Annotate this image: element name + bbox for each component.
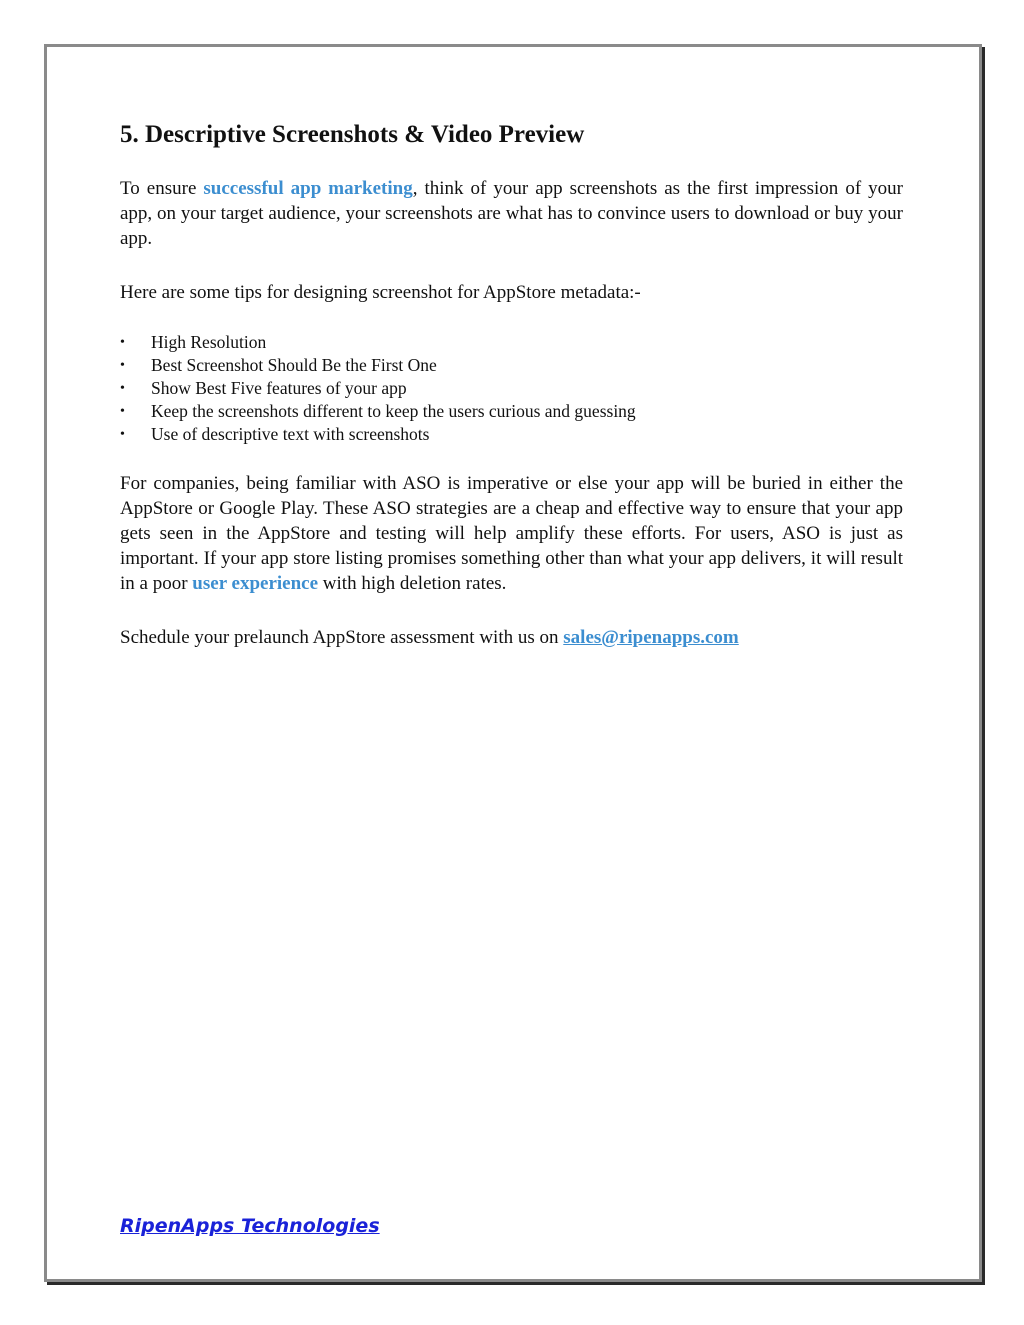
intro-text-end: , think of your app screenshots as the first impression of your app, on your target audience, your screenshots are what has to convince users to download or buy your app.	[120, 178, 903, 249]
user-experience-link[interactable]: user experience	[192, 573, 319, 594]
tips-intro: Here are some tips for designing screenshot for AppStore metadata:-	[120, 282, 641, 303]
section-heading: 5. Descriptive Screenshots & Video Preview	[120, 121, 585, 148]
footer-company-name[interactable]: RipenApps Technologies	[120, 1215, 380, 1237]
list-item: • Best Screenshot Should Be the First One	[120, 354, 903, 377]
list-item: • Use of descriptive text with screenshots	[120, 423, 903, 446]
aso-paragraph	[120, 471, 903, 596]
schedule-paragraph	[120, 625, 903, 650]
email-link[interactable]: sales@ripenapps.com	[563, 627, 739, 648]
aso-text-start: For companies, being familiar with ASO is imperative or else your app will be buried in either the AppStore or Google Play. These ASO strategies are a cheap and effective way to ensure that your app gets seen in the AppStore and testing will help amplify these efforts. For users, ASO is just as important. If your app store listing promises something other than what your app delivers, it will result in a poor	[120, 473, 903, 594]
tips-list	[120, 331, 903, 446]
list-item: • High Resolution	[120, 331, 903, 354]
intro-paragraph	[120, 176, 903, 251]
schedule-text: Schedule your prelaunch AppStore assessment with us on	[120, 627, 564, 648]
document-body	[120, 118, 903, 650]
list-item: • Keep the screenshots different to keep the users curious and guessing	[120, 400, 903, 423]
intro-text-start: To ensure	[120, 178, 204, 199]
app-marketing-link[interactable]: successful app marketing	[203, 178, 413, 199]
aso-text-end: with high deletion rates.	[318, 573, 507, 594]
list-item: • Show Best Five features of your app	[120, 377, 903, 400]
